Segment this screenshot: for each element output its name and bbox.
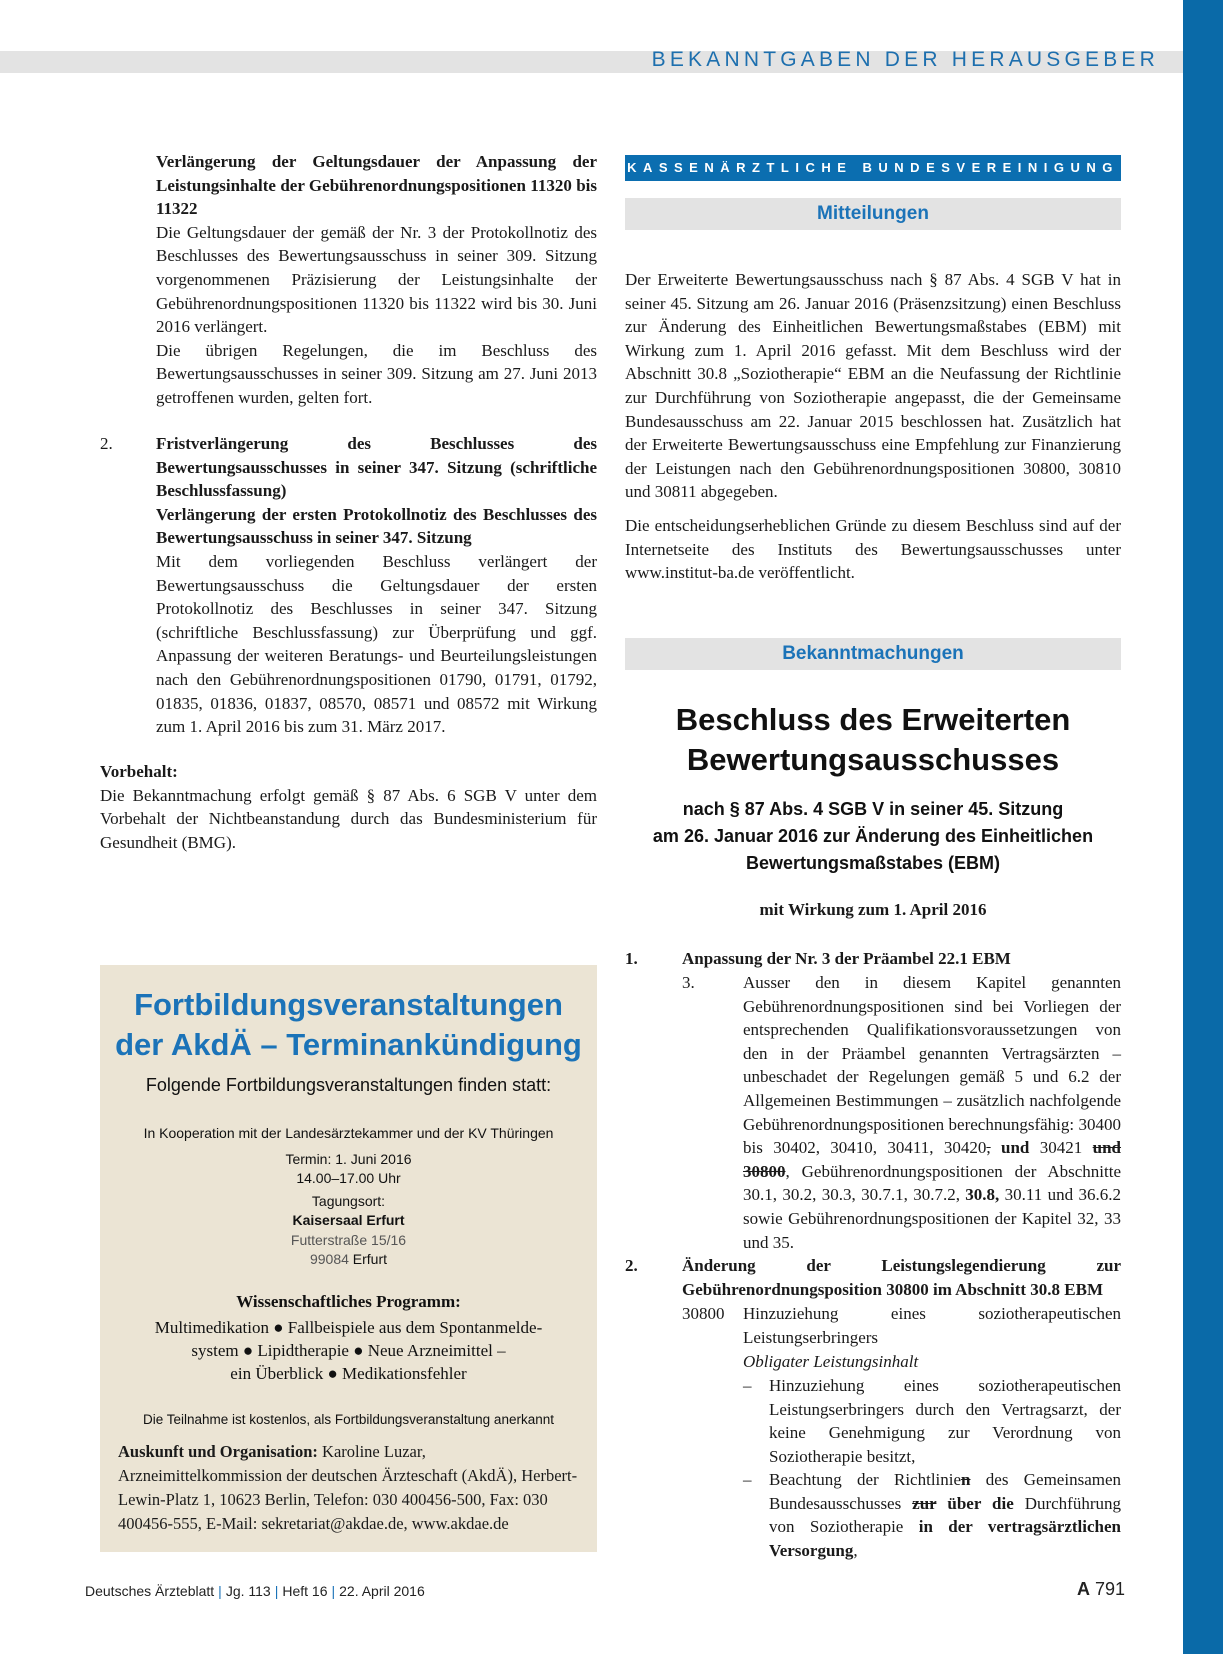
bullet2-bold-ueber: über die bbox=[936, 1493, 1014, 1513]
item1-text-c: , Gebührenordnungspositionen der Abschnitte 30.1, 30.2, 30.3, 30.7.1, 30.7.2, bbox=[743, 1161, 1121, 1205]
ad-free-note: Die Teilnahme ist kostenlos, als Fortbildungsveranstaltung anerkannt bbox=[143, 1412, 554, 1427]
kbv-banner: KASSENÄRZTLICHE BUNDESVEREINIGUNG bbox=[625, 155, 1121, 181]
vorbehalt-heading: Vorbehalt: bbox=[100, 762, 178, 781]
ad-termin: Termin: 1. Juni 2016 bbox=[285, 1151, 412, 1167]
beschluss-title bbox=[625, 700, 1121, 780]
item2-body: Mit dem vorliegenden Beschluss verlängert der Bewertungsausschuss die Geltungsdauer der ersten Protokollnotiz des Beschlusses in seiner 347. Sitzung (schriftliche Beschlussfassung) zur Überprüfung und ggf. Anpassung der weiteren Beratungs- und Beurteilungsleistungen nach den Gebührenordnungspositionen 01790, 01791, 01792, 01835, 01836, 01837, 08570, 08571 und 08572 mit Wirkung zum 1. April 2016 bis zum 31. März 2017. bbox=[156, 551, 597, 737]
item1-bold-308: 30.8, bbox=[965, 1185, 1000, 1205]
r-item1-sub-number: 3. bbox=[682, 973, 695, 992]
item1-strike-und: und 30800 bbox=[743, 1138, 1122, 1181]
footer-issue: Heft 16 bbox=[282, 1583, 328, 1599]
bullet2-d: , bbox=[853, 1540, 858, 1560]
bullet1-text: Hinzuziehung eines soziotherapeutischen Leistungserbringers durch den Vertragsarzt, der keine Genehmigung zur Verordnung von Soziotherapie besitzt, bbox=[769, 1376, 1121, 1466]
ad-city: Erfurt bbox=[352, 1251, 388, 1267]
bullet2-c: Durchführung von Soziotherapie bbox=[769, 1493, 1122, 1537]
vorbehalt-body: Die Bekanntmachung erfolgt gemäß § 87 Abs. 6 SGB V unter dem Vorbehalt der Nichtbeanstandung durch das Bundesministerium für Gesundheit (BMG). bbox=[100, 785, 597, 852]
item1-text-b: 30421 bbox=[1039, 1138, 1093, 1158]
beschluss-sub-line2: am 26. Januar 2016 zur Änderung des Einheitlichen bbox=[652, 826, 1094, 846]
ad-program-line1: Multimedikation ● Fallbeispiele aus dem Spontanmelde- bbox=[154, 1318, 543, 1337]
ad-cooperation: In Kooperation mit der Landesärztekammer und der KV Thüringen bbox=[143, 1125, 554, 1141]
r-item2-number: 2. bbox=[625, 1256, 638, 1275]
p1-body2: Die übrigen Regelungen, die im Beschluss des Bewertungsausschusses in seiner 309. Sitzung am 27. Juni 2013 getroffenen wurden, gelten fort. bbox=[156, 340, 597, 407]
bullet1-dash: – bbox=[743, 1376, 752, 1395]
ad-title-line2: der AkdÄ – Terminankündigung bbox=[115, 1027, 582, 1062]
ad-venue: Kaisersaal Erfurt bbox=[292, 1212, 405, 1228]
ad-title-line1: Fortbildungsveranstaltungen bbox=[134, 987, 563, 1022]
mitteilungen-heading: Mitteilungen bbox=[625, 198, 1121, 230]
bullet2-strike-zur: zur bbox=[912, 1493, 937, 1513]
ad-contact-body: Karoline Luzar, Arzneimittelkommission der deutschen Ärzteschaft (AkdÄ), Herbert-Lewin-Platz 1, 10623 Berlin, Telefon: 030 400456-500, Fax: 030 400456-555, E-Mail: sekretariat@akdae.de, www.akdae.de bbox=[118, 1442, 578, 1533]
vorbehalt bbox=[100, 760, 597, 854]
footer-date: 22. April 2016 bbox=[339, 1583, 425, 1599]
right-edge-bar bbox=[1183, 0, 1223, 1654]
beschluss-title-line2: Bewertungsausschusses bbox=[686, 742, 1060, 777]
bullet2-a: Beachtung der Richtlinie bbox=[769, 1470, 962, 1489]
item2-subheading: Verlängerung der ersten Protokollnotiz des Beschlusses des Bewertungsausschuss in seiner 347. Sitzung bbox=[156, 504, 597, 548]
r-item1-number: 1. bbox=[625, 949, 638, 968]
item1-text-d: 30.11 und 36.6.2 sowie Gebührenordnungspositionen der Kapitel 32, 33 und 35. bbox=[743, 1185, 1121, 1252]
footer-separator: | bbox=[218, 1583, 222, 1599]
ad-title bbox=[100, 985, 597, 1065]
ad-program-heading: Wissenschaftliches Programm: bbox=[236, 1292, 461, 1311]
ad-contact bbox=[118, 1440, 580, 1536]
item2-heading: Fristverlängerung des Beschlusses des Bewertungsausschusses in seiner 347. Sitzung (schriftliche Beschlussfassung) bbox=[156, 434, 597, 501]
mitteilungen-p2: Die entscheidungserheblichen Gründe zu diesem Beschluss sind auf der Internetseite des Instituts des Bewertungsausschusses unter www.institut-ba.de veröffentlicht. bbox=[625, 515, 1121, 583]
ad-program-line3: ein Überblick ● Medikationsfehler bbox=[230, 1364, 467, 1383]
obligat-heading: Obligater Leistungsinhalt bbox=[743, 1352, 919, 1371]
page-prefix: A bbox=[1077, 1579, 1090, 1599]
bullet2-strike-n: n bbox=[961, 1470, 971, 1489]
left-item2 bbox=[156, 432, 597, 739]
footer-citation bbox=[85, 1583, 425, 1599]
left-column-intro bbox=[156, 150, 597, 410]
bullet2-text bbox=[769, 1468, 1121, 1562]
page-number-value: 791 bbox=[1095, 1579, 1126, 1599]
ad-subtitle: Folgende Fortbildungsveranstaltungen finden statt: bbox=[145, 1075, 552, 1095]
ad-street: Futterstraße 15/16 bbox=[290, 1232, 407, 1248]
left-item2-number: 2. bbox=[100, 434, 113, 453]
beschluss-subtitle bbox=[625, 796, 1121, 877]
bullet2-dash: – bbox=[743, 1470, 752, 1489]
r-item1-text bbox=[743, 971, 1121, 1254]
bullet2-bold-end: in der vertragsärztlichen Versorgung bbox=[769, 1517, 1121, 1560]
footer-journal: Deutsches Ärzteblatt bbox=[85, 1583, 215, 1599]
item1-und-bold: und bbox=[990, 1138, 1030, 1158]
r-item2-heading: Änderung der Leistungslegendierung zur Gebührenordnungsposition 30800 im Abschnitt 30.8 EBM bbox=[682, 1256, 1121, 1299]
mitteilungen-p1: Der Erweiterte Bewertungsausschuss nach § 87 Abs. 4 SGB V hat in seiner 45. Sitzung am 26. Januar 2016 (Präsenzsitzung) einen Beschluss zur Änderung des Einheitlichen Bewertungsmaßstabes (EBM) mit Wirkung zum 1. April 2016 gefasst. Mit dem Beschluss wird der Abschnitt 30.8 „Soziotherapie“ EBM an die Neufassung der Richtlinie zur Durchführung von Soziotherapie angepasst, die der Gemeinsame Bundesausschuss am 22. Januar 2015 beschlossen hat. Zusätzlich hat der Erweiterte Bewertungsausschuss eine Empfehlung zur Finanzierung der Leistungen nach den Gebührenordnungspositionen 30800, 30810 und 30811 abgegeben. bbox=[625, 270, 1121, 502]
footer-separator: | bbox=[274, 1583, 279, 1599]
bullet2-b: des Gemeinsamen Bundesausschusses bbox=[769, 1470, 1122, 1513]
gop-title: Hinzuziehung eines soziotherapeutischen Leistungserbringers bbox=[743, 1304, 1121, 1347]
ad-tagungsort-label: Tagungsort: bbox=[311, 1193, 386, 1209]
ad-time: 14.00–17.00 Uhr bbox=[296, 1170, 401, 1186]
section-header: BEKANNTGABEN DER HERAUSGEBER bbox=[651, 48, 1159, 71]
beschluss-sub-line3: Bewertungsmaßstabes (EBM) bbox=[745, 853, 1001, 873]
footer-separator: | bbox=[331, 1583, 336, 1599]
item1-text-a: Ausser den in diesem Kapitel genannten Gebührenordnungspositionen sind bei Vorliegen der entsprechenden Qualifikationsvoraussetzungen von den in der Präambel genannten Vertragsärzten – unbeschadet der Regelungen gemäß 5 und 6.2 der Allgemeinen Bestimmungen – zusätzlich nachfolgende Gebührenordnungspositionen berechnungsfähig: 30400 bis 30402, 30410, 30411, 30420 bbox=[743, 973, 1121, 1158]
p1-body: Die Geltungsdauer der gemäß der Nr. 3 der Protokollnotiz des Beschlusses des Bewertungsausschuss in seiner 309. Sitzung vorgenommenen Präzisierung der Leistungsinhalte der Gebührenordnungspositionen 11320 bis 11322 wird bis 30. Juni 2016 verlängert. bbox=[156, 222, 597, 337]
p1-heading: Verlängerung der Geltungsdauer der Anpassung der Leistungsinhalte der Gebührenordnungspositionen 11320 bis 11322 bbox=[156, 152, 597, 219]
mitteilungen-body bbox=[625, 268, 1121, 585]
ad-program-line2: system ● Lipidtherapie ● Neue Arzneimittel – bbox=[191, 1341, 506, 1360]
item1-strike-comma: , bbox=[986, 1138, 991, 1158]
footer-volume: Jg. 113 bbox=[225, 1583, 271, 1599]
beschluss-sub-line1: nach § 87 Abs. 4 SGB V in seiner 45. Sitzung bbox=[682, 799, 1064, 819]
wirkung-line: mit Wirkung zum 1. April 2016 bbox=[759, 900, 987, 919]
page-number bbox=[1077, 1579, 1125, 1600]
r-item1-heading: Anpassung der Nr. 3 der Präambel 22.1 EBM bbox=[682, 949, 1011, 968]
gop-number: 30800 bbox=[682, 1304, 725, 1323]
ad-contact-label: Auskunft und Organisation: bbox=[118, 1442, 318, 1461]
ad-zip: 99084 bbox=[309, 1251, 349, 1267]
beschluss-title-line1: Beschluss des Erweiterten bbox=[675, 702, 1071, 737]
ad-city-line bbox=[100, 1251, 597, 1267]
bekanntmachungen-heading: Bekanntmachungen bbox=[625, 638, 1121, 670]
